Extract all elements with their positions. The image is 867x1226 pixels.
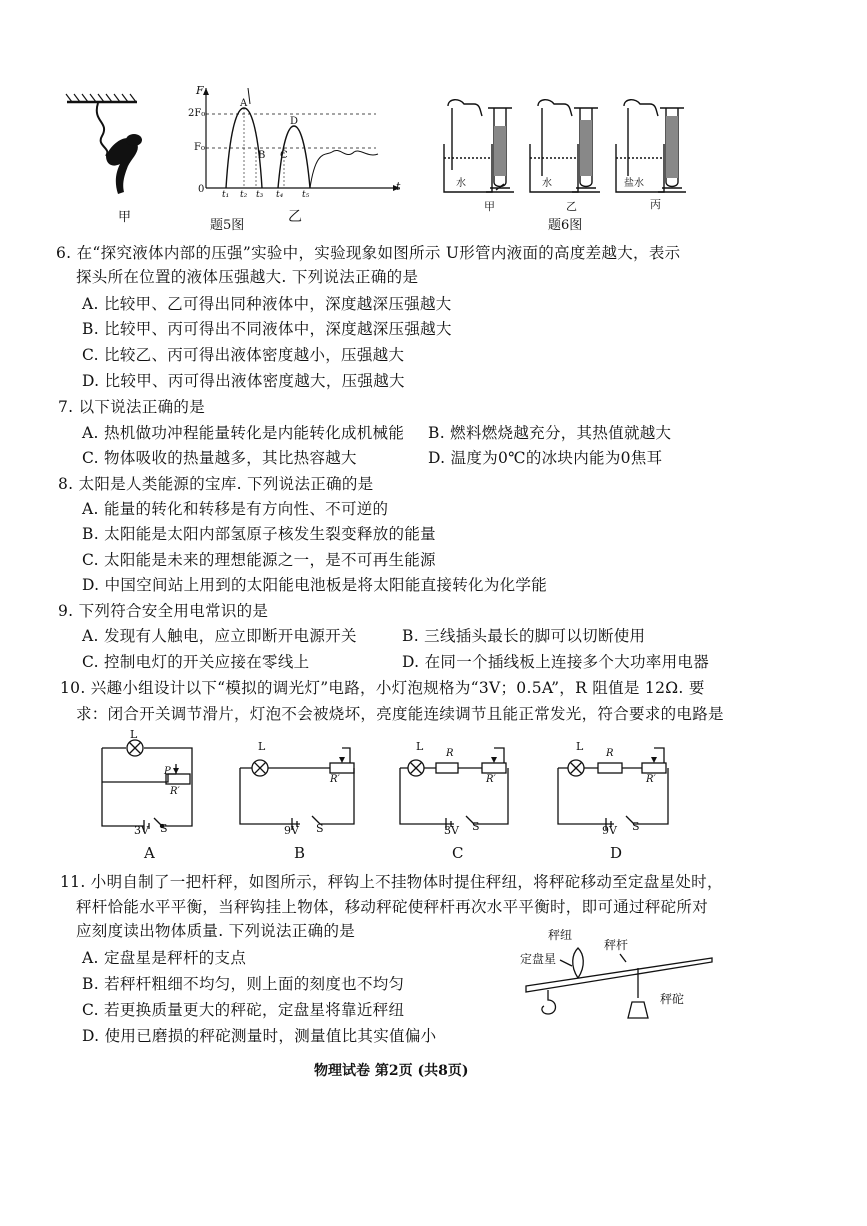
graph-tick-t5: t₅ xyxy=(302,190,310,200)
figure-jia-illustration xyxy=(62,92,182,210)
circuit-c-voltage: 3V xyxy=(444,824,459,837)
circuit-d-diagram xyxy=(554,740,674,830)
q11-stem-line2: 秤杆恰能水平平衡，当秤钩挂上物体，移动秤砣使秤杆再次水平平衡时，即可通过秤砣所对 xyxy=(76,898,709,916)
q6-option-a[interactable]: A. 比较甲、乙可得出同种液体中，深度越深压强越大 xyxy=(82,295,452,313)
circuit-a-voltage: 3V xyxy=(134,824,149,837)
circuit-c-diagram xyxy=(396,740,516,830)
circuit-a-letter[interactable]: A xyxy=(144,844,155,862)
q11-option-d[interactable]: D. 使用已磨损的秤砣测量时，测量值比其实值偏小 xyxy=(82,1027,437,1045)
graph-t-label: t xyxy=(396,180,401,193)
page-footer: 物理试卷 第2页 (共8页) xyxy=(314,1063,469,1079)
q11-option-a[interactable]: A. 定盘星是秤杆的支点 xyxy=(82,949,247,967)
graph-f-label: F xyxy=(196,84,204,97)
circuit-a-lamp-label: L xyxy=(130,728,138,741)
q11-option-b[interactable]: B. 若秤杆粗细不均匀，则上面的刻度也不均匀 xyxy=(82,975,405,993)
graph-tick-t1: t₁ xyxy=(222,190,230,200)
q8-option-a[interactable]: A. 能量的转化和转移是有方向性、不可逆的 xyxy=(82,500,389,518)
q7-option-b[interactable]: B. 燃料燃烧越充分，其热值就越大 xyxy=(428,424,672,442)
figure-jia-label: 甲 xyxy=(118,210,132,225)
figure6-apparatus xyxy=(430,96,702,200)
q9-option-d[interactable]: D. 在同一个插线板上连接多个大功率用电器 xyxy=(402,653,710,671)
graph-origin-label: 0 xyxy=(198,184,205,195)
q9-option-b[interactable]: B. 三线插头最长的脚可以切断使用 xyxy=(402,627,646,645)
circuit-d-switch-label: S xyxy=(632,820,640,833)
circuit-c-rheostat-label: R′ xyxy=(486,774,496,785)
circuit-a-slider-label: P xyxy=(164,766,171,777)
steelyard-knob-label: 秤纽 xyxy=(548,928,573,942)
circuit-c-letter[interactable]: C xyxy=(452,844,464,862)
graph-point-b: B xyxy=(258,150,266,161)
circuit-d-resistor-label: R xyxy=(606,748,614,759)
graph-2f0-label: 2F₀ xyxy=(188,108,206,119)
q10-stem-line2: 求：闭合开关调节滑片，灯泡不会被烧坏，亮度能连续调节且能正常发光，符合要求的电路是 xyxy=(76,705,724,723)
q6-option-b[interactable]: B. 比较甲、丙可得出不同液体中，深度越深压强越大 xyxy=(82,320,452,338)
figure5-caption: 题5图 xyxy=(210,218,245,233)
q9-option-c[interactable]: C. 控制电灯的开关应接在零线上 xyxy=(82,653,310,671)
q9-option-a[interactable]: A. 发现有人触电，应立即断开电源开关 xyxy=(82,627,357,645)
graph-tick-t4: t₄ xyxy=(276,190,284,200)
q7-option-d[interactable]: D. 温度为0℃的冰块内能为0焦耳 xyxy=(428,449,663,467)
graph-tick-t2: t₂ xyxy=(240,190,248,200)
q7-option-a[interactable]: A. 热机做功冲程能量转化是内能转化成机械能 xyxy=(82,424,405,442)
circuit-b-lamp-label: L xyxy=(258,740,266,753)
figure6-label-jia: 甲 xyxy=(484,200,495,213)
q8-option-d[interactable]: D. 中国空间站上用到的太阳能电池板是将太阳能直接转化为化学能 xyxy=(82,576,548,594)
circuit-b-diagram xyxy=(236,740,356,830)
circuit-d-voltage: 9V xyxy=(602,824,617,837)
q11-stem-line1: 11. 小明自制了一把杆秤，如图所示，秤钩上不挂物体时提住秤纽，将秤砣移动至定盘星处时， xyxy=(60,873,723,891)
figure6-liquid-jia: 水 xyxy=(456,178,466,189)
figure6-caption: 题6图 xyxy=(548,218,583,233)
q8-option-c[interactable]: C. 太阳能是未来的理想能源之一，是不可再生能源 xyxy=(82,551,436,569)
q6-option-d[interactable]: D. 比较甲、丙可得出液体密度越大，压强越大 xyxy=(82,372,405,390)
q6-option-c[interactable]: C. 比较乙、丙可得出液体密度越小，压强越大 xyxy=(82,346,405,364)
graph-point-c: C xyxy=(280,150,288,161)
circuit-c-resistor-label: R xyxy=(446,748,454,759)
q6-stem-line1: 6. 在“探究液体内部的压强”实验中，实验现象如图所示 U形管内液面的高度差越大，表示 xyxy=(56,244,681,262)
q7-option-c[interactable]: C. 物体吸收的热量越多，其比热容越大 xyxy=(82,449,357,467)
figure6-label-yi: 乙 xyxy=(566,200,577,213)
circuit-b-voltage: 9V xyxy=(284,824,299,837)
circuit-a-diagram xyxy=(96,730,200,834)
q6-stem-line2: 探头所在位置的液体压强越大. 下列说法正确的是 xyxy=(76,268,419,286)
graph-f0-label: F₀ xyxy=(194,142,205,153)
steelyard-beam-label: 秤杆 xyxy=(604,938,629,952)
steelyard-weight-label: 秤砣 xyxy=(660,992,685,1006)
circuit-b-switch-label: S xyxy=(316,822,324,835)
q8-option-b[interactable]: B. 太阳能是太阳内部氢原子核发生裂变释放的能量 xyxy=(82,525,436,543)
graph-point-d: D xyxy=(290,116,299,127)
figure6-liquid-yi: 水 xyxy=(542,178,552,189)
figure6-liquid-bing: 盐水 xyxy=(624,178,644,189)
q7-stem: 7. 以下说法正确的是 xyxy=(58,398,206,416)
figure5-graph xyxy=(186,84,408,202)
q10-stem-line1: 10. 兴趣小组设计以下“模拟的调光灯”电路，小灯泡规格为“3V；0.5A”，R 阻值是 12Ω. 要 xyxy=(60,679,705,697)
circuit-b-rheostat-label: R′ xyxy=(330,774,340,785)
circuit-c-lamp-label: L xyxy=(416,740,424,753)
circuit-c-switch-label: S xyxy=(472,820,480,833)
graph-point-a: A xyxy=(240,98,248,109)
circuit-d-letter[interactable]: D xyxy=(610,844,623,862)
graph-tick-t3: t₃ xyxy=(256,190,264,200)
q11-stem-line3: 应刻度读出物体质量. 下列说法正确的是 xyxy=(76,922,356,940)
q11-option-c[interactable]: C. 若更换质量更大的秤砣，定盘星将靠近秤纽 xyxy=(82,1001,405,1019)
circuit-b-letter[interactable]: B xyxy=(294,844,306,862)
circuit-d-rheostat-label: R′ xyxy=(646,774,656,785)
circuit-a-switch-label: S xyxy=(160,822,168,835)
circuit-d-lamp-label: L xyxy=(576,740,584,753)
steelyard-star-label: 定盘星 xyxy=(520,952,557,966)
figure6-label-bing: 丙 xyxy=(650,198,661,211)
q9-stem: 9. 下列符合安全用电常识的是 xyxy=(58,602,269,620)
circuit-a-rheostat-label: R′ xyxy=(170,786,180,797)
q8-stem: 8. 太阳是人类能源的宝库. 下列说法正确的是 xyxy=(58,475,374,493)
figure5-yi-label: 乙 xyxy=(288,209,302,225)
